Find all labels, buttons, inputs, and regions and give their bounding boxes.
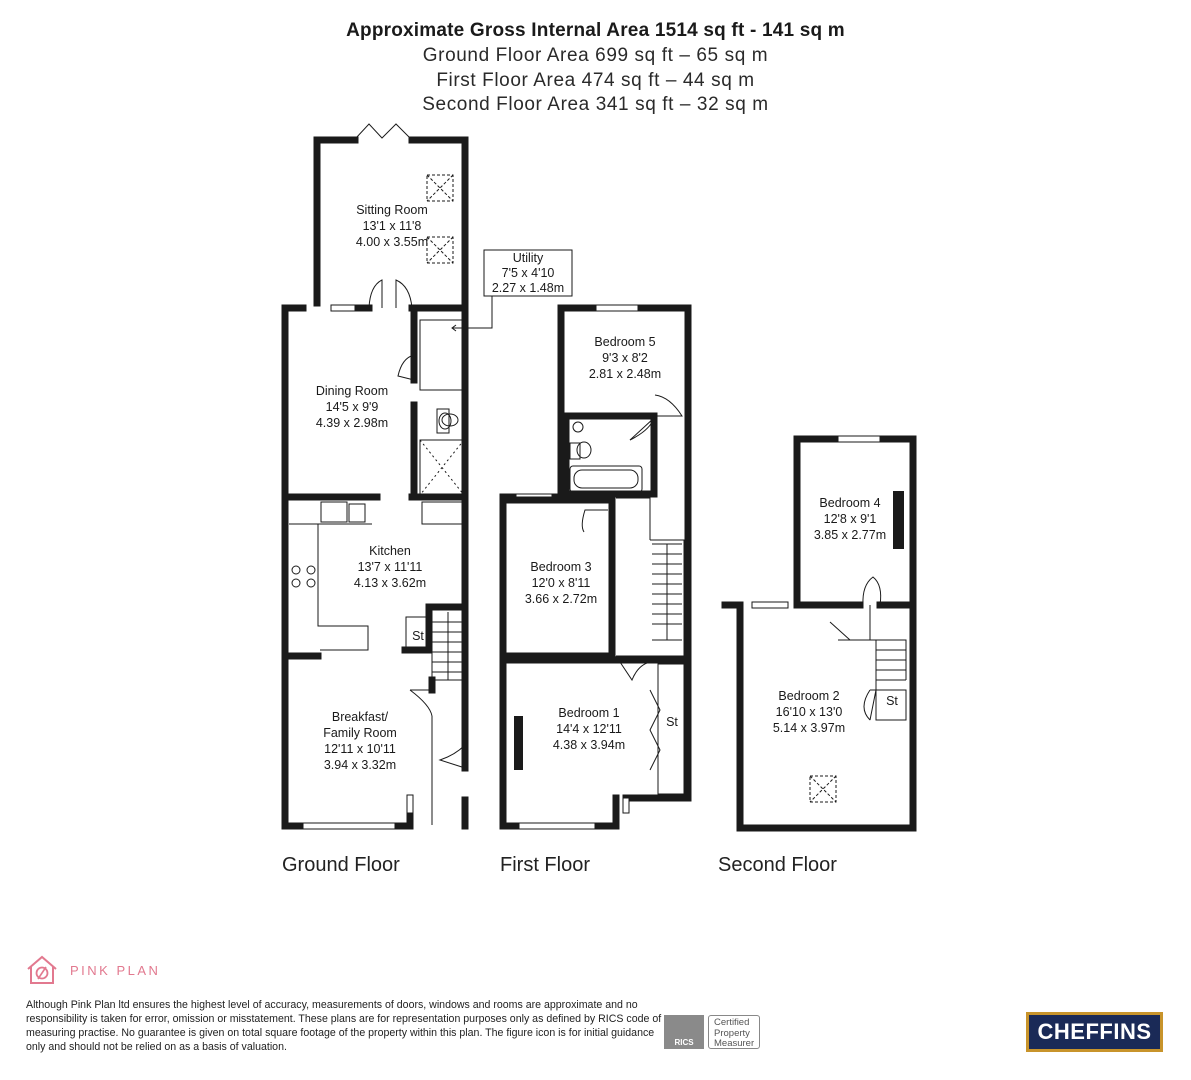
room-label-bedroom4 bbox=[814, 496, 886, 542]
room-label-bedroom5 bbox=[589, 335, 661, 381]
second-floor-area: Second Floor Area 341 sq ft – 32 sq m bbox=[422, 94, 769, 115]
room-label-dining bbox=[316, 384, 388, 430]
room-label-breakfast bbox=[323, 710, 397, 772]
store-label: St bbox=[412, 629, 424, 643]
agent-logo: CHEFFINS bbox=[1026, 1012, 1163, 1052]
rics-line-3: Measurer bbox=[714, 1038, 755, 1049]
room-name: Bedroom 5 bbox=[594, 335, 656, 349]
room-label-kitchen bbox=[354, 544, 426, 590]
rics-line-1: Certified bbox=[714, 1017, 750, 1028]
room-name: Dining Room bbox=[315, 384, 389, 398]
ground-floor-label: Ground Floor bbox=[282, 854, 400, 876]
room-size-imperial: 13'1 x 11'8 bbox=[362, 219, 422, 233]
first-floor-label: First Floor bbox=[500, 854, 590, 876]
room-name: Bedroom 2 bbox=[778, 689, 840, 703]
room-name: Utility bbox=[512, 251, 544, 265]
room-size-imperial: 12'0 x 8'11 bbox=[531, 576, 591, 590]
room-size-metric: 3.94 x 3.32m bbox=[323, 758, 397, 772]
room-name: Bedroom 4 bbox=[819, 496, 881, 510]
room-size-imperial: 12'8 x 9'1 bbox=[823, 512, 877, 526]
room-label-sitting bbox=[356, 203, 428, 249]
room-size-imperial: 14'5 x 9'9 bbox=[325, 400, 379, 414]
room-label-bedroom3 bbox=[525, 560, 597, 606]
room-size-imperial: 9'3 x 8'2 bbox=[602, 351, 648, 365]
second-floor-label: Second Floor bbox=[718, 854, 837, 876]
room-size-metric: 2.27 x 1.48m bbox=[491, 281, 565, 295]
room-name-line1: Breakfast/ bbox=[331, 710, 389, 724]
room-size-imperial: 16'10 x 13'0 bbox=[775, 705, 843, 719]
room-name: Kitchen bbox=[369, 544, 411, 558]
room-name: Bedroom 3 bbox=[530, 560, 592, 574]
room-label-bedroom2 bbox=[773, 689, 845, 735]
gross-area-title: Approximate Gross Internal Area 1514 sq ft - 141 sq m bbox=[346, 20, 845, 41]
rics-certification bbox=[664, 1015, 760, 1049]
brand-name: PINK PLAN bbox=[70, 962, 161, 978]
room-size-imperial: 13'7 x 11'11 bbox=[357, 560, 423, 574]
store-label: St bbox=[666, 715, 678, 729]
house-logo-icon bbox=[26, 955, 58, 985]
room-size-metric: 3.85 x 2.77m bbox=[813, 528, 887, 542]
room-size-metric: 4.38 x 3.94m bbox=[552, 738, 626, 752]
room-name-line2: Family Room bbox=[323, 726, 397, 740]
room-name: Bedroom 1 bbox=[558, 706, 620, 720]
room-size-metric: 3.66 x 2.72m bbox=[524, 592, 598, 606]
rics-badge: RICS bbox=[664, 1015, 704, 1049]
room-name: Sitting Room bbox=[356, 203, 428, 217]
room-size-metric: 4.13 x 3.62m bbox=[353, 576, 427, 590]
store-label: St bbox=[886, 694, 898, 708]
room-size-metric: 5.14 x 3.97m bbox=[772, 721, 846, 735]
room-size-imperial: 12'11 x 10'11 bbox=[324, 742, 396, 756]
rics-line-2: Property bbox=[714, 1027, 750, 1039]
room-label-utility bbox=[492, 251, 564, 295]
rics-certified-box bbox=[708, 1015, 760, 1049]
disclaimer-text: Although Pink Plan ltd ensures the highest level of accuracy, measurements of doors, windows and rooms are approximate and no responsibility is taken for error, omission or misstatement. These plans are for representation purposes only as defined by RICS code of measuring practise. No guarantee is given on total square footage of the property within this plan. The figure icon is for initial guidance only and should not be relied on as a basis of valuation. bbox=[26, 999, 662, 1053]
ground-floor-plan bbox=[285, 124, 572, 829]
room-size-metric: 2.81 x 2.48m bbox=[588, 367, 662, 381]
room-size-metric: 4.00 x 3.55m bbox=[355, 235, 429, 249]
second-floor-plan bbox=[725, 436, 913, 828]
room-size-imperial: 14'4 x 12'11 bbox=[556, 722, 622, 736]
pink-plan-brand bbox=[26, 955, 160, 985]
room-size-metric: 4.39 x 2.98m bbox=[315, 416, 389, 430]
ground-floor-area: Ground Floor Area 699 sq ft – 65 sq m bbox=[422, 45, 769, 66]
first-floor-area: First Floor Area 474 sq ft – 44 sq m bbox=[436, 70, 755, 91]
room-size-imperial: 7'5 x 4'10 bbox=[501, 266, 555, 280]
room-label-bedroom1 bbox=[553, 706, 625, 752]
